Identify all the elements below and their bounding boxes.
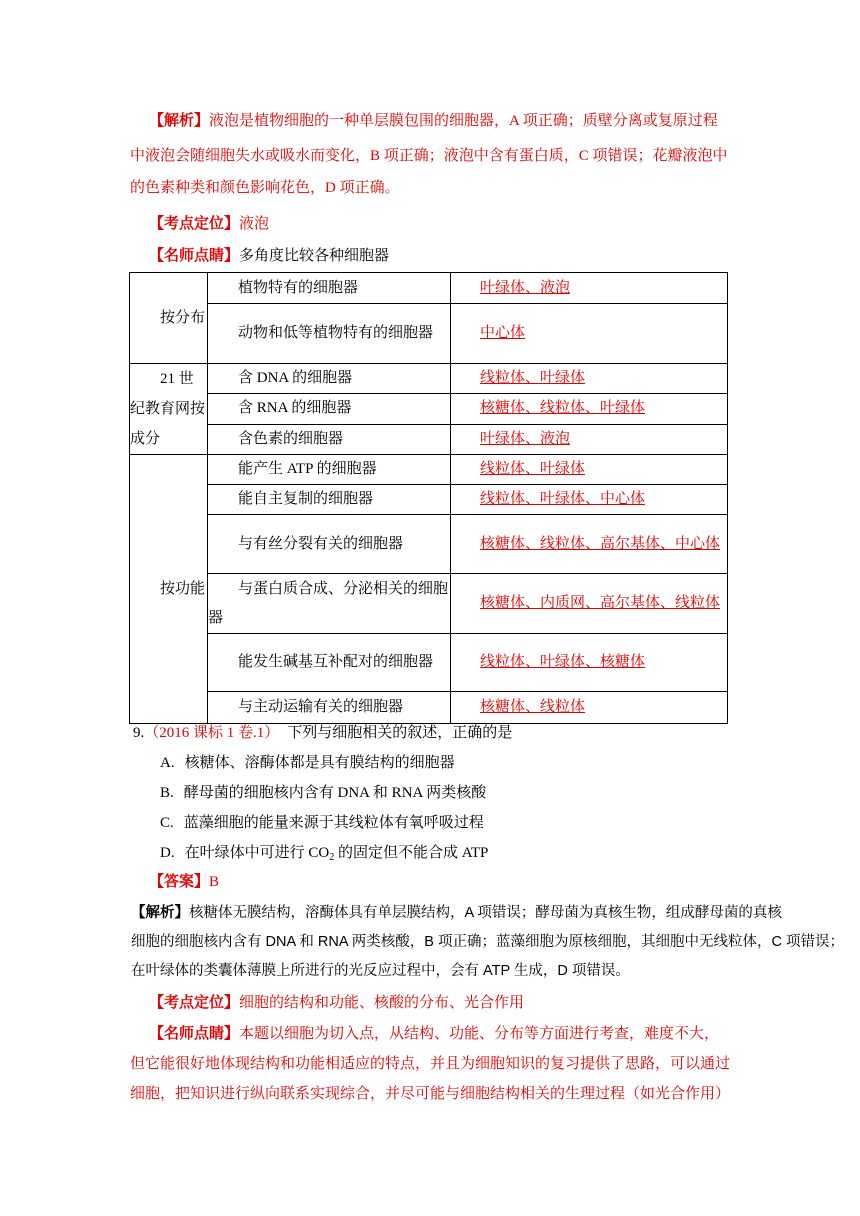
organelles-cell bbox=[451, 515, 728, 574]
option-letter: B. bbox=[160, 785, 174, 801]
tip-2-label: 【名师点睛】 bbox=[149, 1026, 240, 1042]
feature-cell: 含 RNA 的细胞器 bbox=[208, 394, 451, 424]
organelles-cell bbox=[451, 634, 728, 692]
organelles-cell bbox=[451, 455, 728, 485]
tip-1-text: 多角度比较各种细胞器 bbox=[239, 248, 390, 264]
organelles-text: 叶绿体、液泡 bbox=[480, 430, 571, 447]
organelle-comparison-table bbox=[129, 272, 728, 724]
topic-1 bbox=[149, 214, 269, 234]
organelles-cell bbox=[451, 574, 728, 634]
table-row bbox=[130, 692, 728, 724]
table-row bbox=[130, 574, 728, 634]
organelles-text: 叶绿体、液泡 bbox=[480, 279, 571, 296]
table-row bbox=[130, 424, 728, 454]
topic-2-label: 【考点定位】 bbox=[149, 995, 240, 1011]
option-letter: A. bbox=[160, 755, 175, 771]
option-letter: C. bbox=[160, 815, 174, 831]
organelles-cell bbox=[451, 424, 728, 454]
analysis-1-text: 液泡是植物细胞的一种单层膜包围的细胞器，A 项正确；质壁分离或复原过程 bbox=[209, 113, 718, 129]
organelles-text: 核糖体、线粒体 bbox=[480, 699, 586, 715]
analysis-1-line-2: 中液泡会随细胞失水或吸水而变化，B 项正确；液泡中含有蛋白质，C 项错误；花瓣液泡中 bbox=[130, 148, 728, 164]
answer-label: 【答案】 bbox=[149, 874, 210, 890]
feature-cell: 与有丝分裂有关的细胞器 bbox=[208, 515, 451, 574]
organelles-text: 线粒体、叶绿体 bbox=[480, 370, 586, 387]
organelles-cell bbox=[451, 692, 728, 724]
topic-2-text: 细胞的结构和功能、核酸的分布、光合作用 bbox=[239, 995, 525, 1011]
question-text: 下列与细胞相关的叙述，正确的是 bbox=[287, 725, 513, 741]
organelles-cell bbox=[451, 304, 728, 364]
tip-2-text: 本题以细胞为切入点，从结构、功能、分布等方面进行考查，难度不大， bbox=[239, 1026, 720, 1042]
analysis-2-line-1 bbox=[131, 903, 782, 923]
topic-1-label: 【考点定位】 bbox=[149, 216, 240, 232]
option-text: 蓝藻细胞的能量来源于其线粒体有氧呼吸过程 bbox=[183, 815, 484, 831]
feature-cell: 能产生 ATP 的细胞器 bbox=[208, 455, 451, 485]
table-row bbox=[130, 515, 728, 574]
question-number: 9. bbox=[133, 725, 145, 741]
analysis-1-line-1 bbox=[149, 111, 718, 131]
tip-1 bbox=[149, 246, 389, 266]
analysis-2-text: 核糖体无膜结构，溶酶体具有单层膜结构，A 项错误；酵母菌为真核生物，组成酵母菌的真核 bbox=[189, 905, 782, 921]
organelles-cell bbox=[451, 273, 728, 304]
answer-value: B bbox=[209, 874, 220, 890]
feature-cell: 动物和低等植物特有的细胞器 bbox=[208, 304, 451, 364]
option-letter: D. bbox=[160, 845, 175, 861]
feature-cell: 植物特有的细胞器 bbox=[208, 273, 451, 304]
analysis-2-line-3: 在叶绿体的类囊体薄膜上所进行的光反应过程中，会有 ATP 生成，D 项错误。 bbox=[131, 963, 630, 979]
option-c bbox=[160, 813, 484, 833]
answer bbox=[149, 872, 219, 892]
table-row bbox=[130, 455, 728, 485]
table-row bbox=[130, 394, 728, 424]
option-text: 核糖体、溶酶体都是具有膜结构的细胞器 bbox=[184, 755, 455, 771]
organelles-text: 核糖体、线粒体、高尔基体、中心体 bbox=[480, 535, 721, 552]
topic-1-text: 液泡 bbox=[239, 216, 270, 232]
question-source: （2016 课标 1 卷.1） bbox=[144, 725, 280, 741]
category-cell: 按功能 bbox=[130, 455, 208, 724]
tip-2-line-2: 但它能很好地体现结构和功能相适应的特点，并且为细胞知识的复习提供了思路，可以通过 bbox=[130, 1056, 731, 1072]
option-a bbox=[160, 753, 455, 773]
analysis-2-line-2: 细胞的细胞核内含有 DNA 和 RNA 两类核酸，B 项正确；蓝藻细胞为原核细胞，其细胞中无线粒体，C 项错误； bbox=[131, 934, 844, 950]
feature-cell: 含 DNA 的细胞器 bbox=[208, 364, 451, 394]
category-cell: 21 世纪教育网按成分 bbox=[130, 364, 208, 455]
question-stem bbox=[133, 723, 512, 743]
feature-cell: 能发生碱基互补配对的细胞器 bbox=[208, 634, 451, 692]
option-text-continued: 的固定但不能合成 ATP bbox=[334, 845, 489, 861]
topic-2 bbox=[149, 993, 524, 1013]
table-row bbox=[130, 634, 728, 692]
organelles-text: 核糖体、线粒体、叶绿体 bbox=[480, 400, 646, 417]
tip-2-line-3: 细胞，把知识进行纵向联系实现综合，并尽可能与细胞结构相关的生理过程（如光合作用） bbox=[130, 1086, 731, 1102]
option-b bbox=[160, 783, 486, 803]
analysis-2-label: 【解析】 bbox=[131, 905, 189, 921]
option-text: 酵母菌的细胞核内含有 DNA 和 RNA 两类核酸 bbox=[183, 785, 487, 801]
table-row bbox=[130, 273, 728, 304]
feature-cell: 能自主复制的细胞器 bbox=[208, 485, 451, 515]
table-row bbox=[130, 364, 728, 394]
organelles-cell bbox=[451, 394, 728, 424]
feature-cell: 与蛋白质合成、分泌相关的细胞器 bbox=[208, 574, 451, 634]
organelles-text: 线粒体、叶绿体、核糖体 bbox=[480, 654, 646, 670]
analysis-1-line-3: 的色素种类和颜色影响花色，D 项正确。 bbox=[130, 180, 400, 196]
analysis-1-label: 【解析】 bbox=[149, 113, 210, 129]
organelles-cell bbox=[451, 364, 728, 394]
feature-cell: 含色素的细胞器 bbox=[208, 424, 451, 454]
organelles-text: 核糖体、内质网、高尔基体、线粒体 bbox=[480, 595, 721, 611]
option-d bbox=[160, 843, 488, 863]
organelles-cell bbox=[451, 485, 728, 515]
feature-cell: 与主动运输有关的细胞器 bbox=[208, 692, 451, 724]
organelles-text: 线粒体、叶绿体 bbox=[480, 461, 586, 477]
table-row bbox=[130, 485, 728, 515]
organelles-text: 线粒体、叶绿体、中心体 bbox=[480, 491, 646, 507]
tip-2-line-1 bbox=[149, 1024, 719, 1044]
co2-subscript: 2 bbox=[329, 852, 335, 863]
option-text: 在叶绿体中可进行 CO bbox=[184, 845, 330, 861]
organelles-text: 中心体 bbox=[480, 325, 526, 341]
category-cell: 按分布 bbox=[130, 273, 208, 364]
table-row bbox=[130, 304, 728, 364]
tip-1-label: 【名师点睛】 bbox=[149, 248, 240, 264]
